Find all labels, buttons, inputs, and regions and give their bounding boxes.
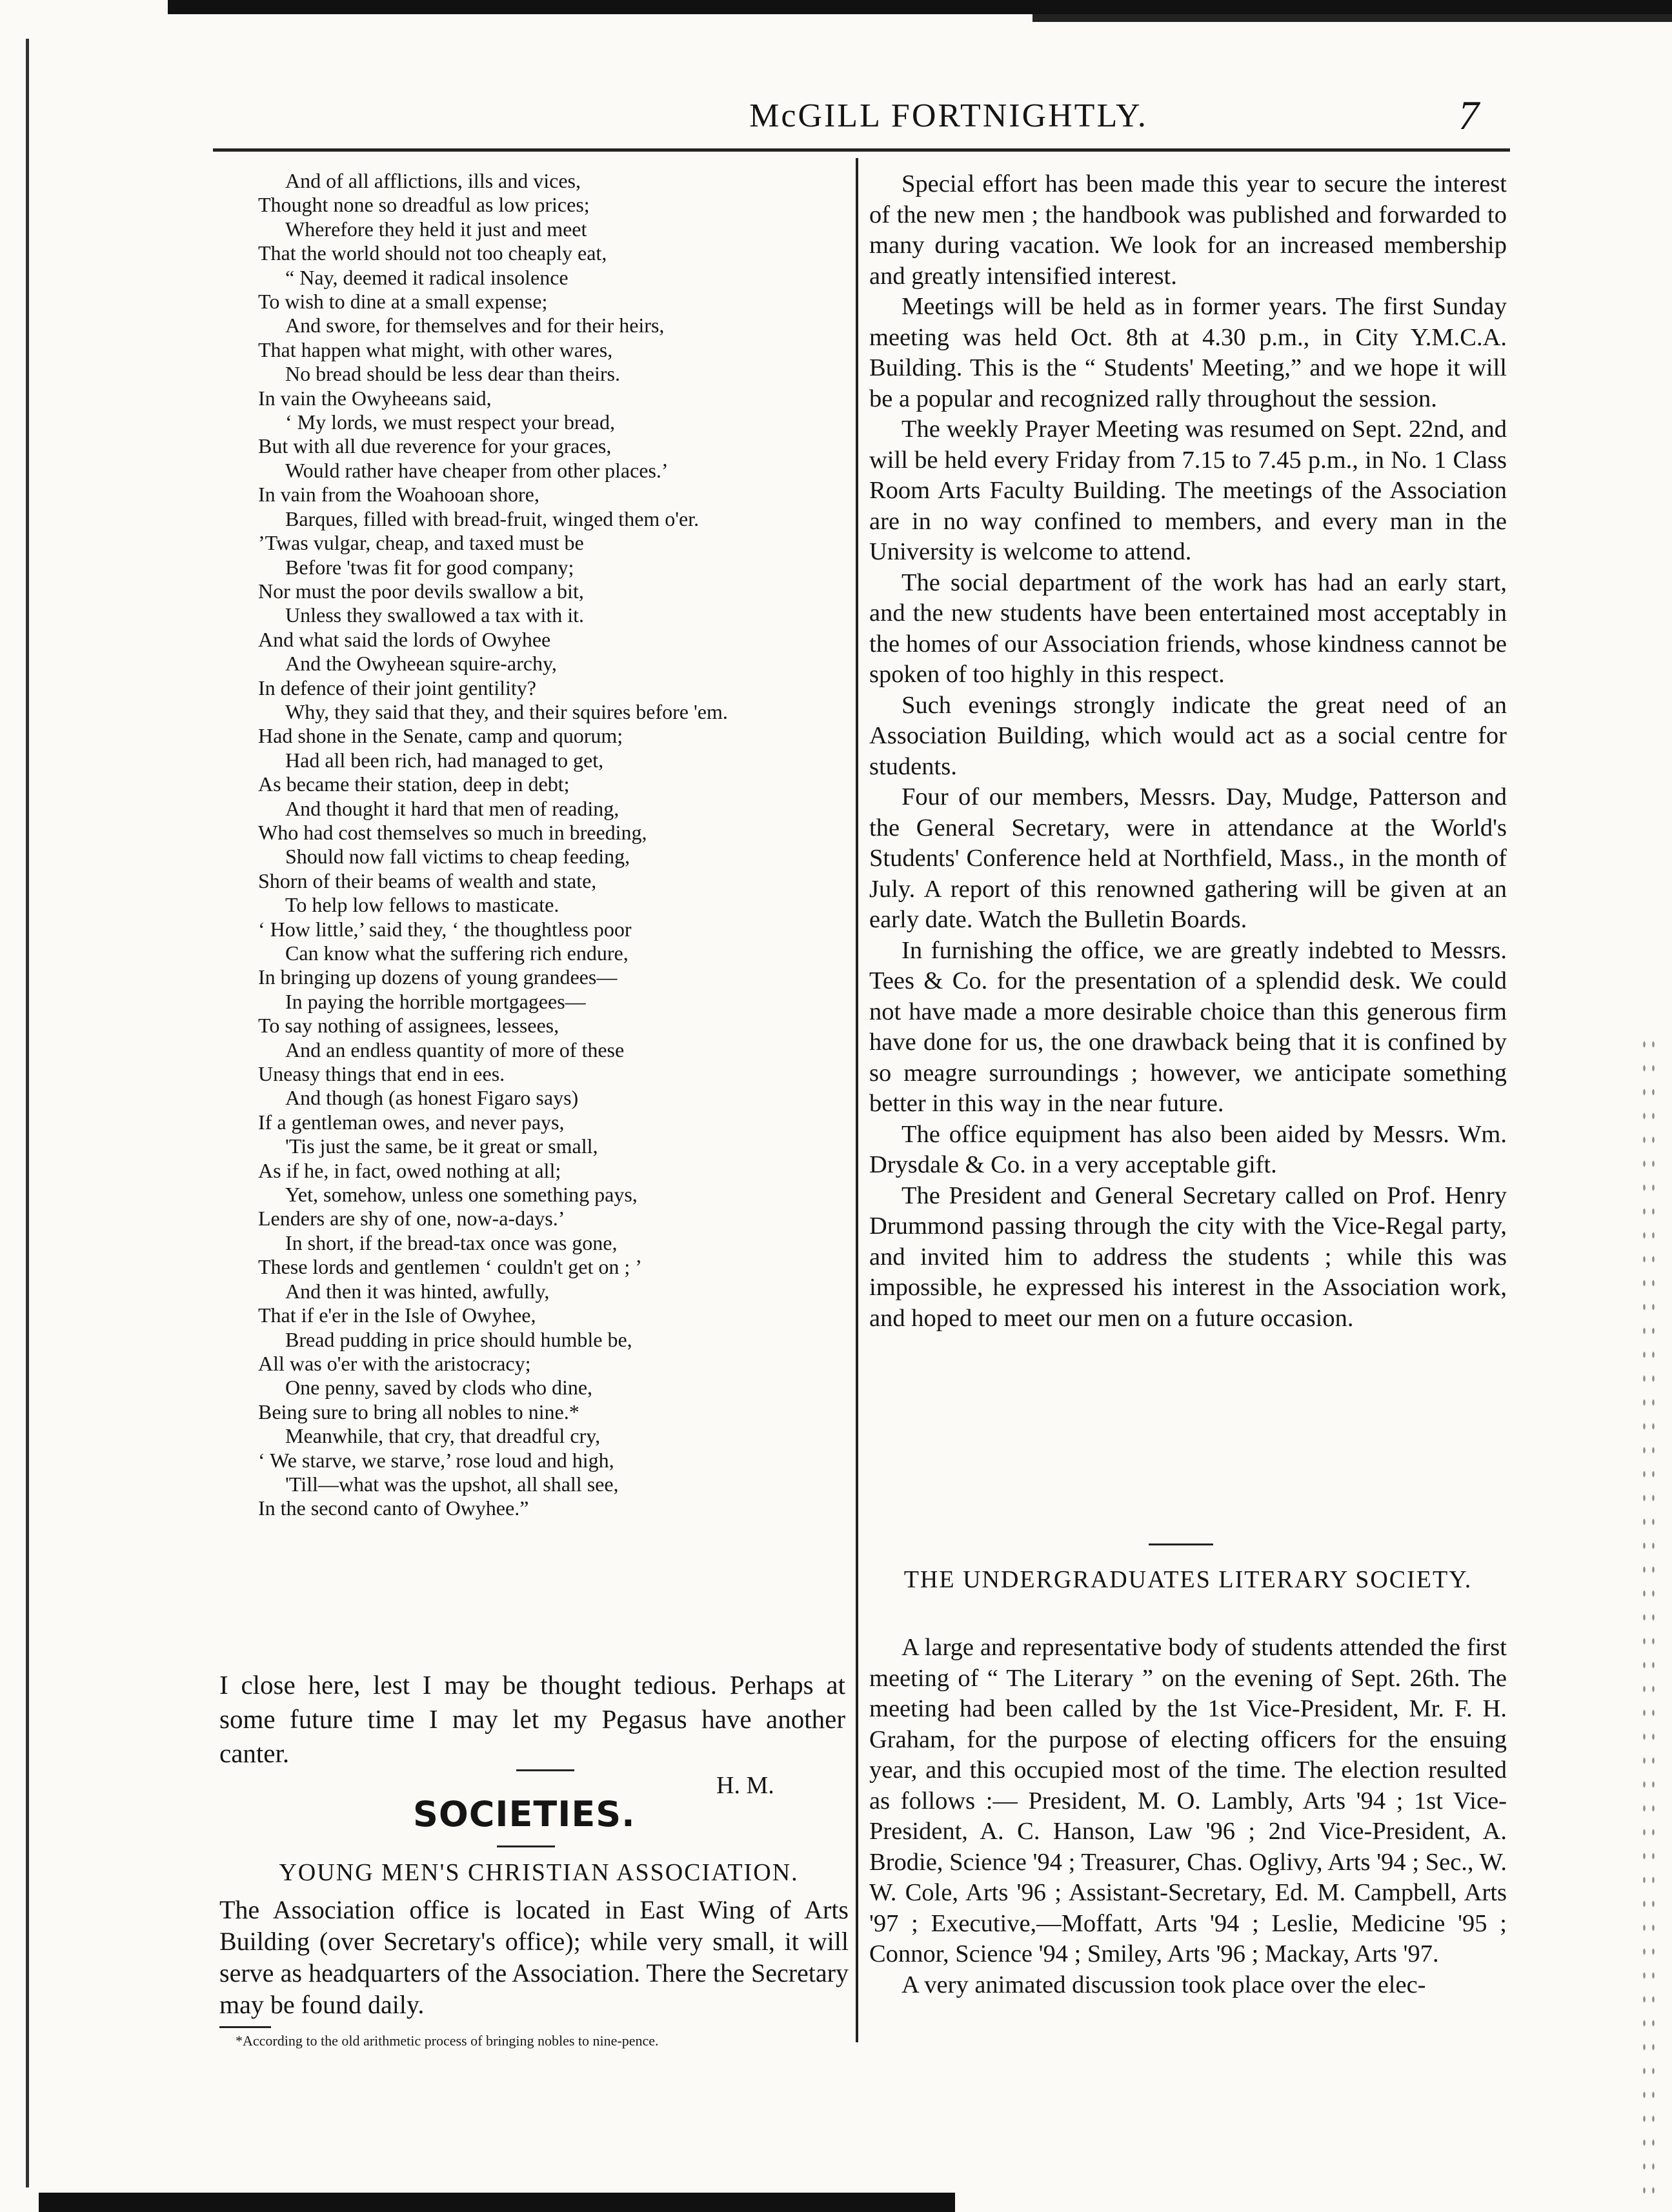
poem-line: To say nothing of assignees, lessees, (258, 1014, 559, 1038)
poem-line: But with all due reverence for your graces, (258, 434, 612, 458)
scan-top-edge (168, 0, 1672, 14)
poem-line: Being sure to bring all nobles to nine.* (258, 1400, 579, 1423)
poem-line: And an endless quantity of more of these (285, 1038, 625, 1061)
poem-line: In the second canto of Owyhee.” (258, 1496, 529, 1520)
poem (258, 169, 852, 1521)
poem-line: Nor must the poor devils swallow a bit, (258, 579, 584, 603)
paragraph: In furnishing the office, we are greatly indebted to Messrs. Tees & Co. for the presentation of a splendid desk. We could not have made a more desirable choice than this generous firm have done for us, the one drawback being that it is confined by so meagre surroundings ; however, we anticipate something better in this way in the near future. (869, 936, 1507, 1117)
poem-line: ’Twas vulgar, cheap, and taxed must be (258, 531, 584, 555)
poem-line: Yet, somehow, unless one something pays, (285, 1183, 638, 1207)
poem-line: Bread pudding in price should humble be, (285, 1327, 632, 1351)
paragraph: Such evenings strongly indicate the great need of an Association Building, which would act as a social centre for students. (869, 691, 1507, 780)
paragraph: A very animated discussion took place over the elec- (901, 1971, 1426, 1998)
poem-line: All was o'er with the aristocracy; (258, 1351, 531, 1375)
poem-line: To wish to dine at a small expense; (258, 290, 548, 314)
paragraph: The weekly Prayer Meeting was resumed on Sept. 22nd, and will be held every Friday from 7.15 to 7.45 p.m., in No. 1 Class Room Arts Faculty Building. The meetings of the Association are in no way confined to members, and every man in the University is welcome to attend. (869, 416, 1507, 565)
paragraph: Meetings will be held as in former years. The first Sunday meeting was held Oct. 8th at 4.30 p.m., in City Y.M.C.A. Building. This is the “ Students' Meeting,” and we hope it will be a popular and recognized rally throughout the session. (869, 293, 1507, 412)
poem-line: Can know what the suffering rich endure, (285, 941, 629, 965)
page-header (213, 92, 1504, 142)
poem-line: One penny, saved by clods who dine, (285, 1376, 593, 1400)
section-rule (516, 1769, 574, 1771)
poem-line: And the Owyheean squire-archy, (285, 652, 557, 676)
poem-line: As became their station, deep in debt; (258, 772, 570, 796)
poem-line: Barques, filled with bread-fruit, winged them o'er. (285, 507, 700, 530)
poem-line: In vain from the Woahooan shore, (258, 483, 539, 507)
poem-line: In bringing up dozens of young grandees— (258, 965, 618, 989)
ymca-heading: YOUNG MEN'S CHRISTIAN ASSOCIATION. (279, 1859, 799, 1886)
poem-line: Thought none so dreadful as low prices; (258, 193, 590, 217)
column-divider (856, 158, 858, 2042)
poem-line: Would rather have cheaper from other places.’ (285, 458, 669, 482)
poem-line: As if he, in fact, owed nothing at all; (258, 1158, 561, 1182)
poem-line: In short, if the bread-tax once was gone, (285, 1231, 618, 1254)
poem-line: And what said the lords of Owyhee (258, 627, 551, 651)
poem-line: That happen what might, with other wares, (258, 337, 613, 361)
section-rule (1149, 1543, 1213, 1545)
poem-line: In vain the Owyheeans said, (258, 386, 492, 410)
poem-line: ‘ How little,’ said they, ‘ the thoughtless poor (258, 917, 632, 941)
poem-line: And thought it hard that men of reading, (285, 796, 619, 820)
societies-heading: SOCIETIES. (413, 1794, 636, 1835)
paragraph: The social department of the work has had an early start, and the new students have been entertained most acceptably in the homes of our Association friends, whose kindness cannot be spoken of too highly in this respect. (869, 568, 1507, 688)
paragraph: The President and General Secretary called on Prof. Henry Drummond passing through the city with the Vice-Regal party, and invited him to address the students ; while this was impossible, he expressed his interest in the Association work, and hoped to meet our men on a future occasion. (869, 1181, 1507, 1332)
poem-line: ‘ My lords, we must respect your bread, (285, 410, 615, 434)
poem-line: Who had cost themselves so much in breeding, (258, 820, 647, 844)
scan-bottom-edge (39, 2193, 955, 2212)
footnote-rule (219, 2026, 271, 2028)
poem-line: That if e'er in the Isle of Owyhee, (258, 1303, 536, 1327)
right-column-literary-text (869, 1633, 1507, 2000)
poem-line: These lords and gentlemen ‘ couldn't get on ; ’ (258, 1255, 642, 1279)
running-title: McGILL FORTNIGHTLY. (749, 97, 1148, 134)
poem-line: Should now fall victims to cheap feeding, (285, 845, 630, 869)
poem-line: And then it was hinted, awfully, (285, 1279, 550, 1303)
footnote: *According to the old arithmetic process of bringing nobles to nine-pence. (236, 2033, 659, 2049)
poem-line: Uneasy things that end in ees. (258, 1062, 505, 1086)
poem-line: Had shone in the Senate, camp and quorum; (258, 724, 623, 748)
poem-line: Why, they said that they, and their squires before 'em. (285, 699, 728, 723)
page-number: 7 (1458, 92, 1479, 138)
right-column-ymca-text (869, 169, 1507, 1334)
poem-line: 'Till—what was the upshot, all shall see, (285, 1472, 619, 1496)
poem-line: Meanwhile, that cry, that dreadful cry, (285, 1424, 601, 1448)
poem-line: “ Nay, deemed it radical insolence (285, 265, 569, 289)
scan-left-edge (26, 39, 29, 2187)
poem-line: And swore, for themselves and for their heirs, (285, 314, 665, 337)
poem-line: If a gentleman owes, and never pays, (258, 1110, 565, 1134)
poem-line: 'Tis just the same, be it great or small, (285, 1134, 598, 1158)
closing-paragraph: I close here, lest I may be thought tedious. Perhaps at some future time I may let my Pegasus have another canter. (219, 1670, 845, 1768)
poem-line: Before 'twas fit for good company; (285, 555, 574, 579)
poem-line: That the world should not too cheaply eat, (258, 241, 607, 265)
poem-line: ‘ We starve, we starve,’ rose loud and high, (258, 1448, 614, 1472)
literary-society-heading: THE UNDERGRADUATES LITERARY SOCIETY. (903, 1566, 1473, 1593)
ymca-paragraph: The Association office is located in East Wing of Arts Building (over Secretary's office); while very small, it will serve as headquarters of the Association. There the Secretary may be found daily. (219, 1895, 849, 2019)
scan-top-edge-lower (1032, 14, 1672, 22)
paragraph: The office equipment has also been aided by Messrs. Wm. Drysdale & Co. in a very acceptable gift. (869, 1120, 1507, 1178)
poem-line: No bread should be less dear than theirs. (285, 362, 620, 386)
section-rule (497, 1845, 555, 1847)
paragraph: Special effort has been made this year to secure the interest of the new men ; the handbook was published and forwarded to many during vacation. We look for an increased membership and greatly intensified interest. (869, 170, 1507, 290)
paragraph: Four of our members, Messrs. Day, Mudge, Patterson and the General Secretary, were in attendance at the World's Students' Conference held at Northfield, Mass., in the month of July. A report of this renowned gathering will be given at an early date. Watch the Bulletin Boards. (869, 783, 1507, 933)
poem-line: To help low fellows to masticate. (285, 893, 559, 917)
poem-line: Lenders are shy of one, now-a-days.’ (258, 1207, 565, 1231)
header-rule (213, 148, 1510, 152)
paragraph: A large and representative body of students attended the first meeting of “ The Literary ” on the evening of Sept. 26th. The meeting had been called by the 1st Vice-President, Mr. F. H. Graham, for the purpose of electing officers for the ensuing year, and this occupied most of the time. The election resulted as follows :— President, M. O. Lambly, Arts '94 ; 1st Vice-President, A. C. Hanson, Law '96 ; 2nd Vice-President, A. Brodie, Science '94 ; Treasurer, Chas. Oglivy, Arts '94 ; Sec., W. W. Cole, Arts '96 ; Assistant-Secretary, Ed. M. Campbell, Arts '97 ; Executive,—Moffatt, Arts '94 ; Leslie, Medicine '95 ; Connor, Science '94 ; Smiley, Arts '96 ; Mackay, Arts '97. (869, 1634, 1507, 1967)
scan-right-specks (1640, 1032, 1659, 2194)
poem-line: Wherefore they held it just and meet (285, 217, 587, 241)
author-signature: H. M. (716, 1772, 774, 1799)
poem-line: And of all afflictions, ills and vices, (285, 169, 581, 192)
poem-line: In defence of their joint gentility? (258, 676, 536, 699)
poem-line: Shorn of their beams of wealth and state, (258, 869, 597, 892)
poem-line: Had all been rich, had managed to get, (285, 748, 604, 772)
poem-line: Unless they swallowed a tax with it. (285, 603, 585, 627)
poem-line: In paying the horrible mortgagees— (285, 989, 586, 1013)
poem-line: And though (as honest Figaro says) (285, 1086, 579, 1110)
